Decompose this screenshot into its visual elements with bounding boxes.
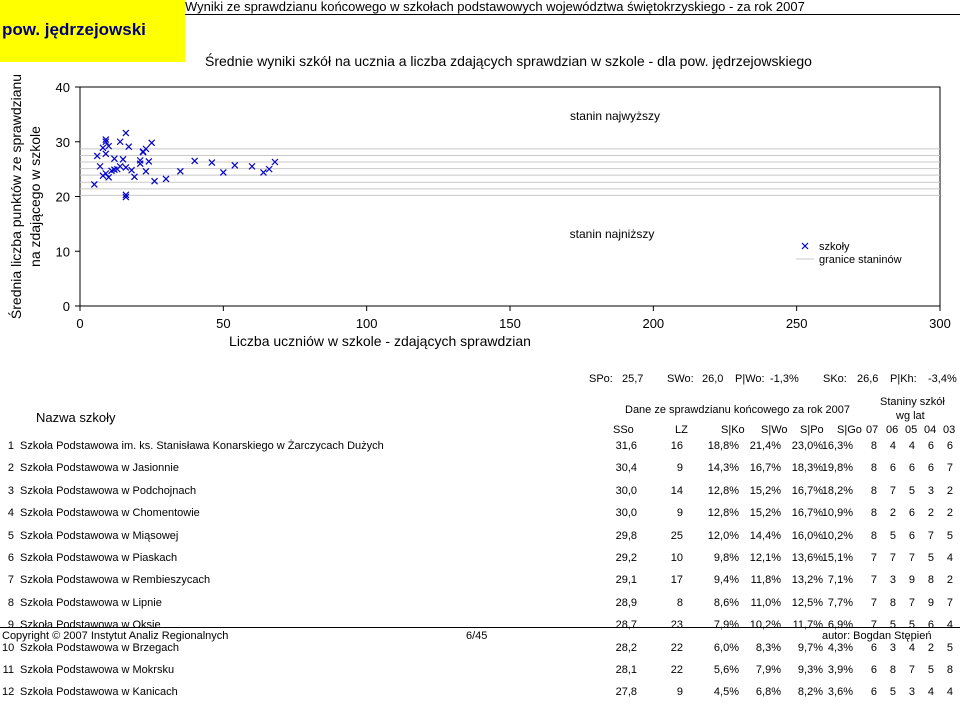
table-row xyxy=(0,552,960,574)
col-header-sgo: S|Go xyxy=(837,424,862,436)
school-name: Szkoła Podstawowa w Rembieszycach xyxy=(20,574,211,587)
table-row xyxy=(0,462,960,484)
school-name: Szkoła Podstawowa w Jasionnie xyxy=(20,462,179,475)
stat-spo-value: 25,7 xyxy=(622,373,644,385)
y-tick-label: 40 xyxy=(55,80,70,95)
col-header-year-03: 03 xyxy=(943,424,956,436)
col-name-header: Nazwa szkoły xyxy=(36,410,116,425)
cell-sgo: 3,9% xyxy=(827,664,853,676)
cell-spo: 18,3% xyxy=(791,462,823,475)
cell-spo: 16,0% xyxy=(791,529,823,542)
col-header-year-07: 07 xyxy=(866,424,879,436)
stat-pkh-value: -3,4% xyxy=(928,373,957,385)
col-header-year-04: 04 xyxy=(924,424,937,436)
cell-sgo: 6,9% xyxy=(827,619,853,632)
y-axis-label-line2: na zdającego w szkole xyxy=(27,126,43,267)
cell-stanine-04: 6 xyxy=(927,462,934,475)
cell-stanine-04: 9 xyxy=(927,596,934,609)
cell-spo: 13,6% xyxy=(791,552,823,564)
col-header-lz: LZ xyxy=(675,424,688,436)
scatter-chart xyxy=(0,70,960,360)
group-header: Dane ze sprawdzianu końcowego za rok 2007 xyxy=(625,404,851,416)
cell-spo: 16,7% xyxy=(791,484,823,497)
col-header-year-05: 05 xyxy=(905,424,918,436)
cell-swo: 16,7% xyxy=(749,462,781,475)
row-number: 12 xyxy=(2,686,15,699)
cell-lz: 23 xyxy=(670,619,683,632)
cell-sso: 29,2 xyxy=(615,552,637,564)
cell-spo: 9,3% xyxy=(797,664,823,676)
cell-stanine-05: 5 xyxy=(908,484,915,497)
cell-stanine-03: 8 xyxy=(946,664,953,676)
cell-stanine-07: 8 xyxy=(870,484,877,497)
cell-lz: 25 xyxy=(670,529,683,542)
x-tick-label: 100 xyxy=(355,316,378,331)
cell-stanine-03: 5 xyxy=(946,641,953,654)
cell-stanine-05: 7 xyxy=(908,552,915,564)
x-tick-label: 150 xyxy=(499,316,521,331)
footer-page: 6/45 xyxy=(466,630,488,642)
cell-sko: 5,6% xyxy=(713,664,739,676)
cell-lz: 10 xyxy=(670,552,683,564)
cell-sko: 12,8% xyxy=(707,484,739,497)
cell-swo: 8,3% xyxy=(755,641,781,654)
school-name: Szkoła Podstawowa w Miąsowej xyxy=(20,529,179,542)
cell-stanine-04: 7 xyxy=(927,529,934,542)
cell-stanine-03: 7 xyxy=(946,596,953,609)
stat-swo-label: SWo: xyxy=(667,373,694,385)
row-number: 1 xyxy=(7,440,14,452)
plot-area xyxy=(80,87,940,306)
row-number: 11 xyxy=(2,664,14,676)
cell-stanine-05: 6 xyxy=(908,529,915,542)
cell-stanine-04: 6 xyxy=(927,440,934,452)
cell-stanine-03: 2 xyxy=(946,484,953,497)
cell-stanine-03: 4 xyxy=(946,686,953,699)
cell-sgo: 19,8% xyxy=(821,462,853,475)
stat-pkh-label: P|Kh: xyxy=(890,373,917,385)
cell-spo: 13,2% xyxy=(791,574,823,587)
cell-sgo: 10,9% xyxy=(821,507,853,520)
cell-stanine-05: 5 xyxy=(908,619,915,632)
y-tick-label: 30 xyxy=(55,134,70,150)
cell-lz: 17 xyxy=(670,574,683,587)
cell-swo: 21,4% xyxy=(749,440,781,452)
cell-stanine-07: 7 xyxy=(870,619,877,632)
cell-stanine-06: 6 xyxy=(889,462,896,475)
cell-stanine-03: 2 xyxy=(946,574,953,587)
stat-spo-label: SPo: xyxy=(589,373,613,385)
annotation-top-stanine: stanin najwyższy xyxy=(569,109,661,123)
school-name: Szkoła Podstawowa w Oksie xyxy=(20,619,161,632)
col-header-swo: S|Wo xyxy=(761,424,788,436)
cell-spo: 23,0% xyxy=(791,440,823,452)
report-title: Wyniki ze sprawdzianu końcowego w szkołach podstawowych województwa świętokrzyskiego - za rok 2007 xyxy=(185,0,805,14)
cell-stanine-05: 4 xyxy=(908,440,915,452)
y-axis-label-line1: Średnia liczba punktów ze sprawdzianu xyxy=(8,73,24,320)
report-header xyxy=(185,0,960,15)
cell-sso: 28,7 xyxy=(615,619,637,632)
cell-swo: 7,9% xyxy=(755,664,781,676)
cell-sgo: 3,6% xyxy=(827,686,853,699)
cell-stanine-07: 6 xyxy=(870,686,877,699)
cell-sko: 9,4% xyxy=(713,574,739,587)
cell-swo: 10,2% xyxy=(749,619,781,632)
cell-sgo: 7,7% xyxy=(827,596,853,609)
cell-spo: 9,7% xyxy=(797,641,823,654)
cell-swo: 12,1% xyxy=(749,552,781,564)
cell-stanine-03: 5 xyxy=(946,529,953,542)
cell-stanine-07: 6 xyxy=(870,664,877,676)
table-row xyxy=(0,664,960,686)
cell-spo: 11,7% xyxy=(792,619,823,632)
cell-lz: 14 xyxy=(670,484,683,497)
x-tick-label: 50 xyxy=(216,316,231,331)
school-name: Szkoła Podstawowa im. ks. Stanisława Konarskiego w Żarczycach Dużych xyxy=(20,440,384,452)
cell-spo: 12,5% xyxy=(791,596,823,609)
cell-sgo: 4,3% xyxy=(827,641,853,654)
row-number: 7 xyxy=(7,574,14,587)
cell-swo: 6,8% xyxy=(755,686,781,699)
chart-title: Średnie wyniki szkół na ucznia a liczba zdających sprawdzian w szkole - dla pow. jędrzejowskiego xyxy=(205,53,812,69)
table-row xyxy=(0,597,960,619)
cell-stanine-03: 2 xyxy=(946,507,953,520)
cell-sko: 7,9% xyxy=(713,619,739,632)
school-name: Szkoła Podstawowa w Chomentowie xyxy=(20,507,200,520)
cell-sso: 29,1 xyxy=(615,574,637,587)
cell-stanine-05: 7 xyxy=(908,664,915,676)
cell-sso: 31,6 xyxy=(615,440,637,452)
cell-stanine-06: 5 xyxy=(889,619,896,632)
school-name: Szkoła Podstawowa w Lipnie xyxy=(20,596,162,609)
school-name: Szkoła Podstawowa w Mokrsku xyxy=(20,664,175,676)
school-name: Szkoła Podstawowa w Piaskach xyxy=(20,552,178,564)
cell-stanine-07: 7 xyxy=(870,574,877,587)
table-row xyxy=(0,507,960,529)
stat-pwo-label: P|Wo: xyxy=(735,373,765,385)
cell-stanine-06: 4 xyxy=(889,440,896,452)
row-number: 2 xyxy=(7,462,14,475)
row-number: 8 xyxy=(7,596,14,609)
school-name: Szkoła Podstawowa w Podchojnach xyxy=(20,484,197,497)
cell-stanine-03: 6 xyxy=(946,440,953,452)
cell-sko: 12,0% xyxy=(707,529,739,542)
col-header-sko: S|Ko xyxy=(721,424,745,436)
row-number: 6 xyxy=(7,552,14,564)
cell-stanine-04: 2 xyxy=(927,641,934,654)
cell-sko: 4,5% xyxy=(713,686,739,699)
cell-stanine-04: 5 xyxy=(927,664,934,676)
cell-spo: 8,2% xyxy=(797,686,823,699)
y-tick-label: 20 xyxy=(55,189,70,205)
stat-swo-value: 26,0 xyxy=(702,373,724,385)
cell-stanine-04: 8 xyxy=(927,574,934,587)
cell-stanine-07: 8 xyxy=(870,507,877,520)
cell-sso: 30,4 xyxy=(615,462,637,475)
cell-swo: 11,0% xyxy=(750,596,781,609)
cell-sso: 28,1 xyxy=(615,664,637,676)
cell-stanine-05: 3 xyxy=(908,686,915,699)
cell-stanine-07: 7 xyxy=(870,596,877,609)
cell-stanine-07: 8 xyxy=(870,529,877,542)
col-header-spo: S|Po xyxy=(800,424,824,436)
cell-stanine-06: 5 xyxy=(889,686,896,699)
cell-sgo: 10,2% xyxy=(821,529,853,542)
cell-stanine-05: 7 xyxy=(908,596,915,609)
cell-swo: 14,4% xyxy=(749,529,781,542)
legend-label-schools: szkoły xyxy=(819,241,850,253)
cell-stanine-07: 6 xyxy=(870,641,877,654)
row-number: 9 xyxy=(7,619,14,632)
x-tick-label: 250 xyxy=(785,316,808,331)
stat-sko-label: SKo: xyxy=(823,373,847,385)
cell-sso: 30,0 xyxy=(615,484,637,497)
cell-sko: 9,8% xyxy=(713,552,739,564)
cell-sso: 29,8 xyxy=(615,529,637,542)
x-axis-label: Liczba uczniów w szkole - zdających sprawdzian xyxy=(229,333,531,349)
col-header-sso: SSo xyxy=(613,424,634,436)
x-tick-label: 200 xyxy=(642,316,665,331)
table-row xyxy=(0,485,960,507)
school-name: Szkoła Podstawowa w Kanicach xyxy=(20,686,178,699)
cell-stanine-05: 6 xyxy=(908,462,915,475)
stanine-header-2: wg lat xyxy=(896,410,925,422)
cell-sko: 12,8% xyxy=(707,507,739,520)
cell-sso: 28,9 xyxy=(615,596,637,609)
x-tick-label: 0 xyxy=(76,316,84,331)
cell-sso: 28,2 xyxy=(615,641,637,654)
table-row xyxy=(0,440,960,462)
cell-swo: 11,8% xyxy=(750,574,781,587)
cell-lz: 16 xyxy=(670,440,683,452)
cell-sgo: 18,2% xyxy=(821,484,853,497)
cell-sko: 6,0% xyxy=(713,641,739,654)
region-title: pow. jędrzejowski xyxy=(2,20,146,39)
row-number: 10 xyxy=(2,641,15,654)
cell-stanine-06: 8 xyxy=(889,664,896,676)
cell-lz: 9 xyxy=(676,507,683,520)
cell-stanine-04: 4 xyxy=(927,686,934,699)
cell-stanine-06: 7 xyxy=(889,552,896,564)
cell-stanine-05: 6 xyxy=(908,507,915,520)
stanine-header-1: Staniny szkół xyxy=(880,396,945,408)
y-tick-label: 0 xyxy=(62,299,70,314)
table-row xyxy=(0,574,960,596)
row-number: 3 xyxy=(7,484,14,497)
footer-copyright: Copyright © 2007 Instytut Analiz Regionalnych xyxy=(2,630,229,642)
cell-lz: 9 xyxy=(676,686,683,699)
cell-stanine-07: 8 xyxy=(870,440,877,452)
col-header-year-06: 06 xyxy=(886,424,899,436)
row-number: 5 xyxy=(7,529,14,542)
table-row xyxy=(0,530,960,552)
row-number: 4 xyxy=(7,507,14,520)
cell-stanine-06: 2 xyxy=(889,507,896,520)
cell-lz: 22 xyxy=(670,664,683,676)
cell-spo: 16,7% xyxy=(791,507,823,520)
cell-stanine-06: 8 xyxy=(889,596,896,609)
x-tick-label: 300 xyxy=(929,316,951,331)
cell-stanine-03: 7 xyxy=(946,462,953,475)
cell-sgo: 7,1% xyxy=(827,574,853,587)
cell-sgo: 15,1% xyxy=(821,552,853,564)
cell-stanine-04: 3 xyxy=(927,484,934,497)
table-row xyxy=(0,642,960,664)
cell-stanine-04: 6 xyxy=(927,619,934,632)
cell-stanine-06: 3 xyxy=(889,574,896,587)
cell-sso: 27,8 xyxy=(615,686,637,699)
cell-stanine-06: 7 xyxy=(889,484,896,497)
school-name: Szkoła Podstawowa w Brzegach xyxy=(20,641,179,654)
cell-sko: 18,8% xyxy=(707,440,739,452)
cell-sso: 30,0 xyxy=(615,507,637,520)
cell-sko: 14,3% xyxy=(707,462,739,475)
annotation-bottom-stanine: stanin najniższy xyxy=(569,227,655,241)
cell-lz: 8 xyxy=(676,596,683,609)
table-row xyxy=(0,686,960,708)
footer xyxy=(0,627,960,643)
cell-lz: 22 xyxy=(670,641,683,654)
cell-stanine-03: 4 xyxy=(946,619,953,632)
cell-sko: 8,6% xyxy=(713,596,739,609)
stat-pwo-value: -1,3% xyxy=(770,373,799,385)
cell-swo: 15,2% xyxy=(749,484,781,497)
y-tick-label: 10 xyxy=(55,244,70,260)
legend-label-boundaries: granice staninów xyxy=(819,254,902,266)
footer-author: autor: Bogdan Stępień xyxy=(822,630,932,642)
cell-stanine-04: 2 xyxy=(927,507,934,520)
cell-stanine-07: 8 xyxy=(870,462,877,475)
region-header xyxy=(0,0,185,62)
cell-stanine-05: 9 xyxy=(908,574,915,587)
cell-lz: 9 xyxy=(676,462,683,475)
stat-sko-value: 26,6 xyxy=(857,373,879,385)
cell-stanine-04: 5 xyxy=(927,552,934,564)
cell-sgo: 16,3% xyxy=(821,440,853,452)
cell-stanine-06: 3 xyxy=(889,641,896,654)
cell-stanine-03: 4 xyxy=(946,552,953,564)
cell-stanine-06: 5 xyxy=(889,529,896,542)
cell-swo: 15,2% xyxy=(749,507,781,520)
cell-stanine-07: 7 xyxy=(870,552,877,564)
cell-stanine-05: 4 xyxy=(908,641,915,654)
